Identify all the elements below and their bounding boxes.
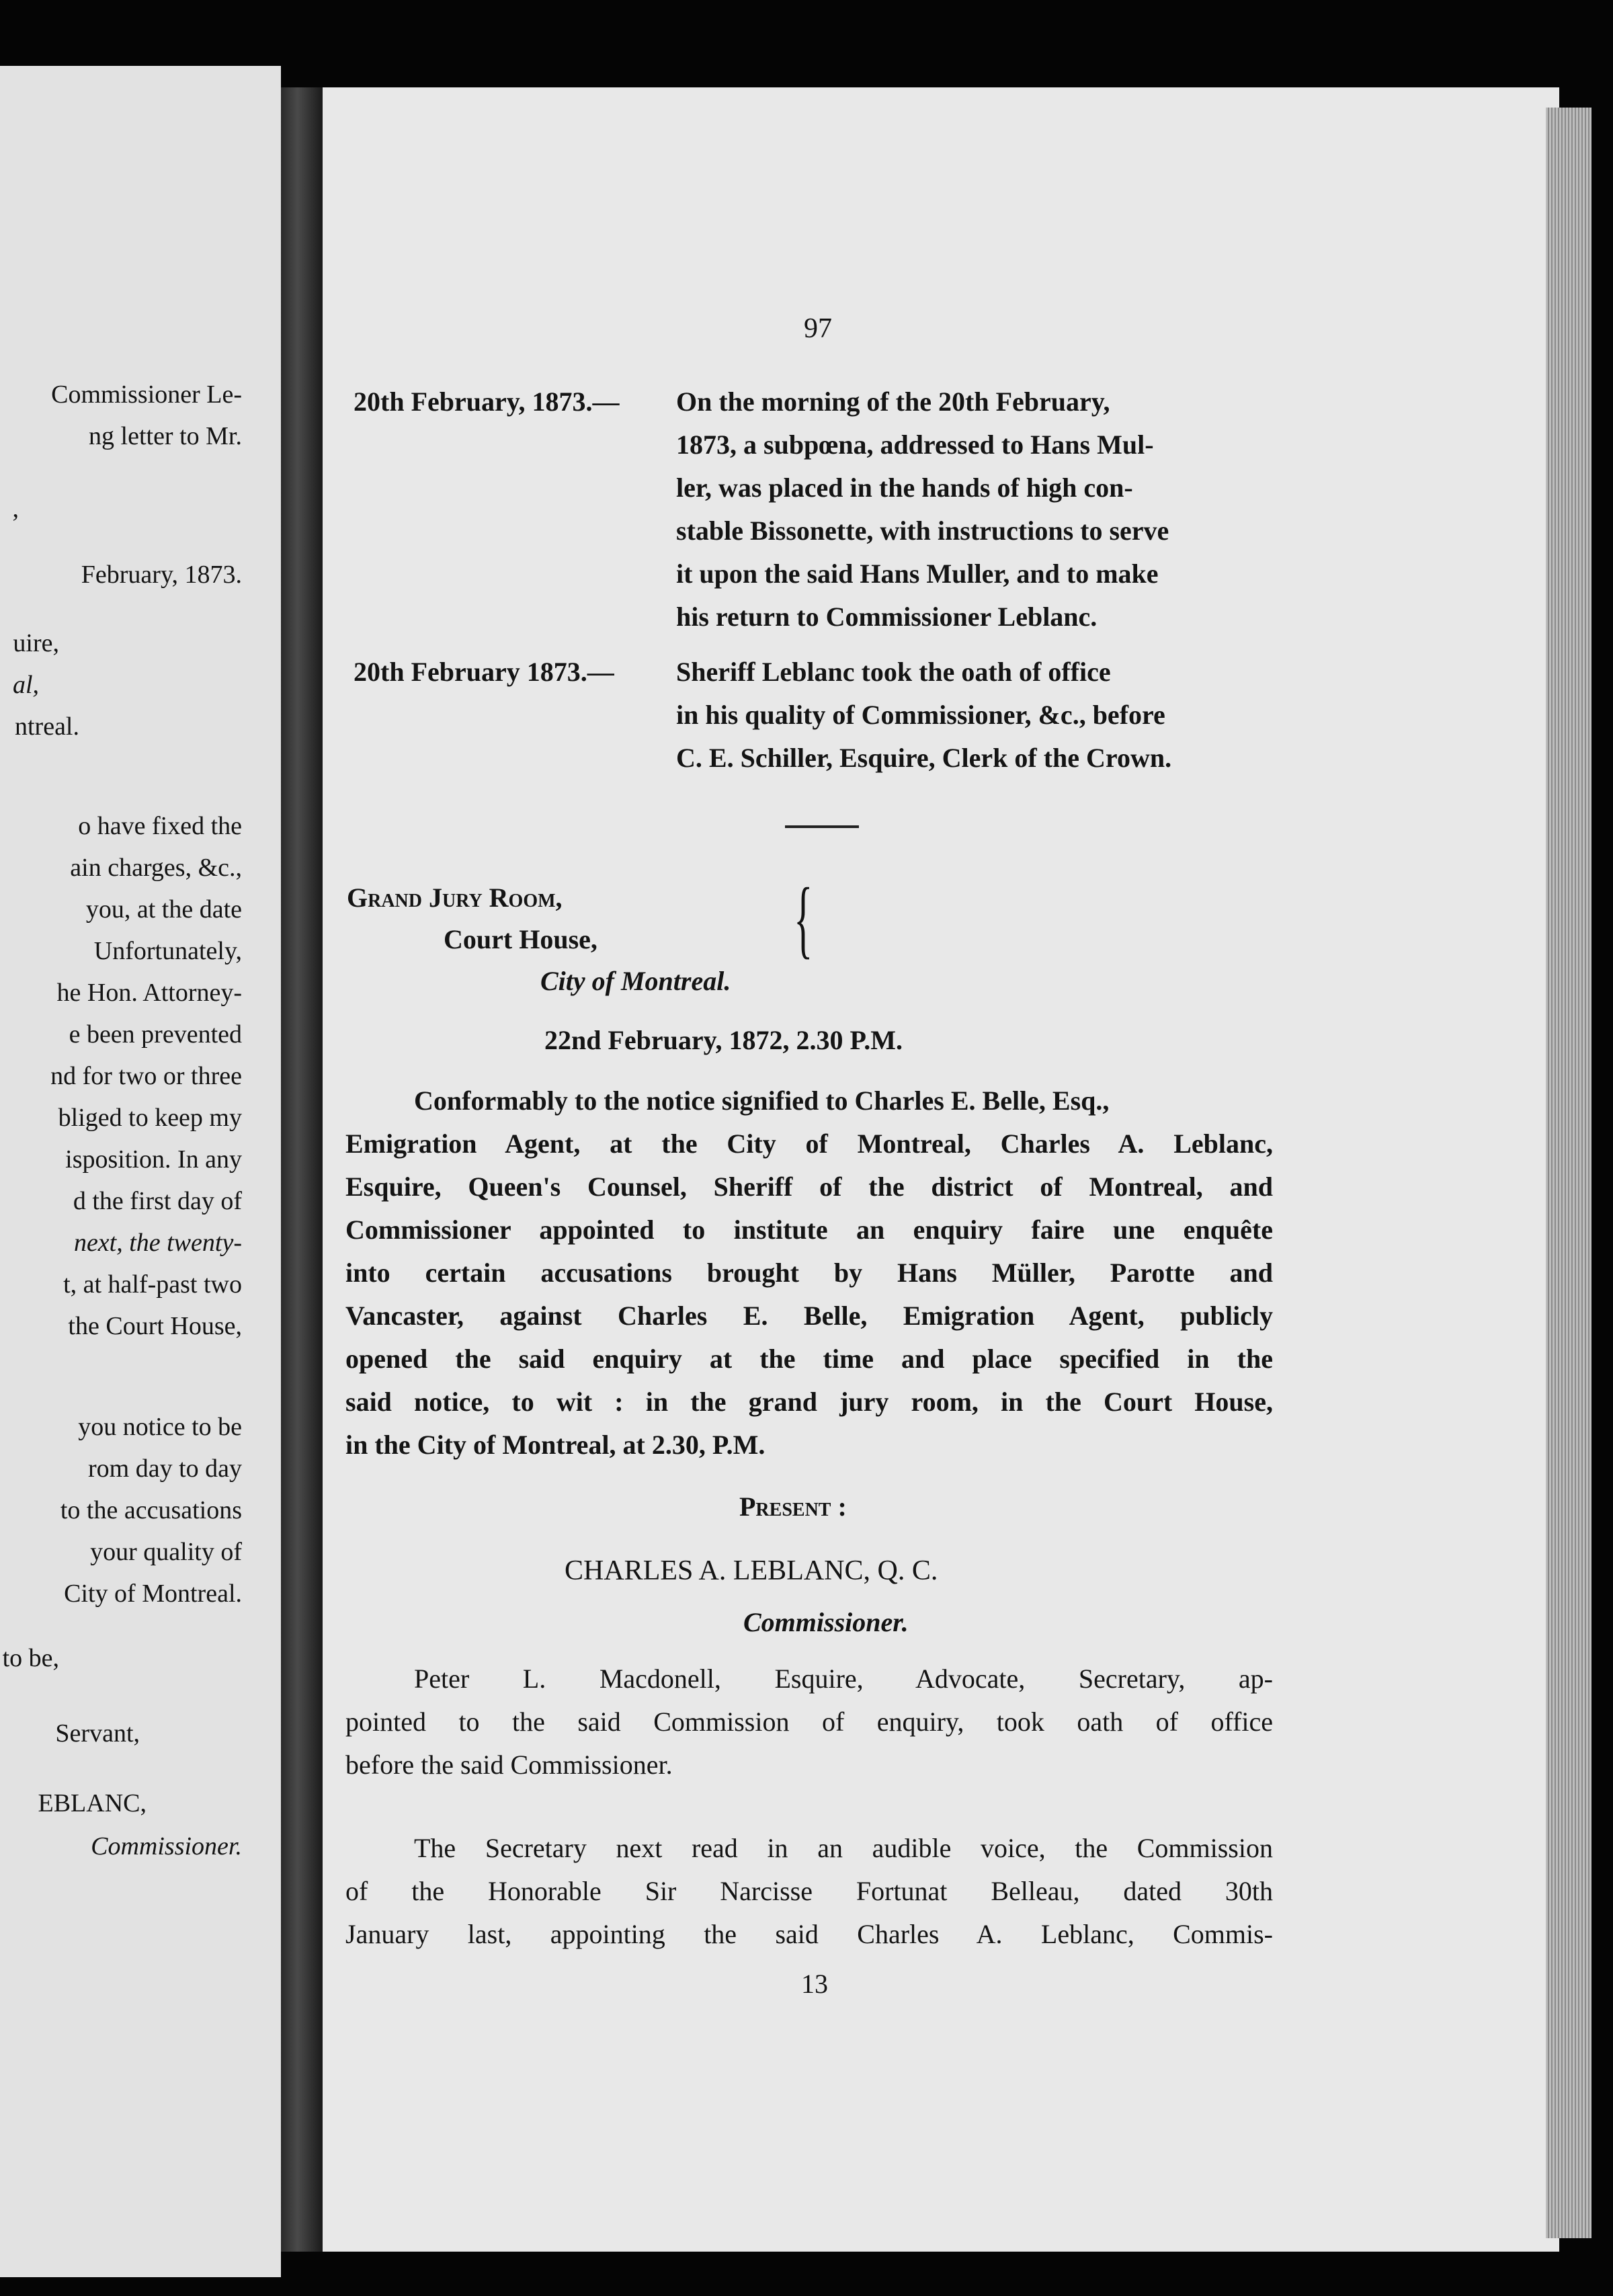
signature-mark: 13 [801, 1969, 828, 1999]
left-line: ntreal. [14, 712, 79, 741]
entry-1-line: stable Bissonette, with instructions to serve [676, 516, 1169, 546]
entry-2-date: 20th February 1873.— [354, 657, 614, 687]
entry-1-date: 20th February, 1873.— [354, 386, 620, 417]
left-line: bliged to keep my [58, 1104, 242, 1132]
commissioner-name: CHARLES A. LEBLANC, Q. C. [565, 1555, 938, 1586]
page-edge [1546, 108, 1591, 2238]
address-line-3: City of Montreal. [540, 966, 731, 996]
commissioner-title: Commissioner. [743, 1607, 909, 1637]
dateline: 22nd February, 1872, 2.30 P.M. [544, 1025, 903, 1055]
page-number: 97 [804, 313, 832, 344]
left-line: you notice to be [78, 1413, 242, 1441]
left-line: the Court House, [68, 1312, 242, 1340]
paragraph-1-line: Emigration Agent, at the City of Montreal, Charles A. Leblanc, [345, 1129, 1273, 1159]
left-line: EBLANC, [38, 1789, 147, 1817]
left-line: t, at half-past two [63, 1270, 242, 1299]
address-brace: { [794, 870, 813, 967]
left-line: rom day to day [87, 1454, 242, 1483]
left-line: e been prevented [69, 1020, 242, 1049]
book-gutter [281, 87, 323, 2252]
left-line: next, the twenty- [73, 1229, 242, 1257]
paragraph-1-line: opened the said enquiry at the time and place specified in the [345, 1344, 1273, 1374]
right-page [323, 87, 1559, 2252]
paragraph-1-line: into certain accusations brought by Hans Müller, Parotte and [345, 1258, 1273, 1288]
paragraph-1-line: Vancaster, against Charles E. Belle, Emigration Agent, publicly [345, 1301, 1273, 1331]
paragraph-1-line: Conformably to the notice signified to Charles E. Belle, Esq., [414, 1085, 1110, 1116]
paragraph-1-line: in the City of Montreal, at 2.30, P.M. [345, 1430, 766, 1460]
left-line: d the first day of [73, 1187, 242, 1215]
left-line: Commissioner. [91, 1832, 242, 1860]
left-line: nd for two or three [50, 1062, 242, 1090]
entry-2-line: C. E. Schiller, Esquire, Clerk of the Crown. [676, 743, 1172, 773]
left-line: Servant, [55, 1719, 140, 1748]
left-line: Commissioner Le- [51, 380, 242, 409]
paragraph-2-line: before the said Commissioner. [345, 1750, 673, 1780]
left-line: to the accusations [60, 1496, 242, 1524]
entry-1-line: it upon the said Hans Muller, and to make [676, 559, 1159, 589]
entry-1-line: ler, was placed in the hands of high con- [676, 473, 1133, 503]
separator-rule [785, 825, 859, 828]
entry-1-line: 1873, a subpœna, addressed to Hans Mul- [676, 429, 1154, 460]
left-line: o have fixed the [78, 812, 242, 840]
paragraph-2-line: pointed to the said Commission of enquiry, took oath of office [345, 1707, 1273, 1737]
left-line: Unfortunately, [93, 937, 242, 965]
left-line: , [12, 495, 19, 523]
address-line-2: Court House, [444, 924, 597, 954]
entry-1-line: his return to Commissioner Leblanc. [676, 602, 1098, 632]
left-line: ng letter to Mr. [89, 422, 242, 450]
address-line-1: Grand Jury Room, [347, 883, 563, 913]
left-line: isposition. In any [65, 1145, 242, 1174]
left-line: to be, [2, 1644, 59, 1672]
entry-2-line: in his quality of Commissioner, &c., before [676, 700, 1165, 730]
left-line: February, 1873. [81, 561, 242, 589]
left-line: your quality of [90, 1538, 242, 1566]
left-line: he Hon. Attorney- [56, 979, 242, 1007]
paragraph-2-line: Peter L. Macdonell, Esquire, Advocate, Secretary, ap- [414, 1664, 1273, 1694]
paragraph-3-line: January last, appointing the said Charles A. Leblanc, Commis- [345, 1919, 1273, 1949]
paragraph-1-line: Commissioner appointed to institute an enquiry faire une enquête [345, 1215, 1273, 1245]
left-line: City of Montreal. [64, 1580, 242, 1608]
present-heading: Present : [739, 1491, 847, 1522]
left-page-fragment [0, 66, 281, 2277]
paragraph-1-line: said notice, to wit : in the grand jury room, in the Court House, [345, 1387, 1273, 1417]
paragraph-3-line: The Secretary next read in an audible voice, the Commission [414, 1833, 1273, 1863]
left-line: ain charges, &c., [70, 854, 242, 882]
entry-2-line: Sheriff Leblanc took the oath of office [676, 657, 1111, 687]
left-line: al, [12, 671, 39, 699]
paragraph-3-line: of the Honorable Sir Narcisse Fortunat Belleau, dated 30th [345, 1876, 1273, 1906]
entry-1-line: On the morning of the 20th February, [676, 386, 1110, 417]
paragraph-1-line: Esquire, Queen's Counsel, Sheriff of the district of Montreal, and [345, 1172, 1273, 1202]
left-line: you, at the date [85, 895, 242, 924]
left-line: uire, [13, 629, 59, 657]
